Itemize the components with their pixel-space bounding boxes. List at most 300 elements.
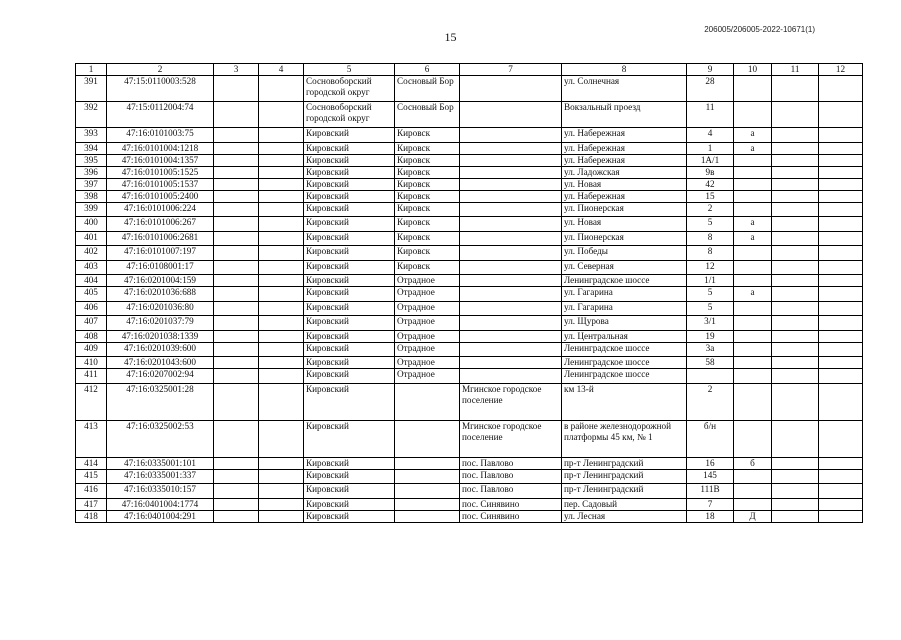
cadastral-number-cell: 47:16:0325002:53 <box>107 420 214 457</box>
district-cell: Кировский <box>304 246 395 261</box>
locality-cell <box>460 369 562 384</box>
col4-cell <box>259 301 304 316</box>
house-number-cell: 15 <box>687 190 734 202</box>
col11-cell <box>772 330 819 342</box>
col3-cell <box>214 231 259 246</box>
locality-cell <box>460 142 562 154</box>
street-cell: пр-т Ленинградский <box>562 484 687 499</box>
table-row <box>76 154 863 166</box>
col4-cell <box>259 342 304 357</box>
col12-cell <box>819 469 863 484</box>
col12-cell <box>819 357 863 369</box>
table-row <box>76 202 863 217</box>
corpus-cell <box>734 275 772 287</box>
district-cell: Кировский <box>304 316 395 331</box>
col12-cell <box>819 420 863 457</box>
col4-cell <box>259 316 304 331</box>
locality-cell <box>460 231 562 246</box>
col3-cell <box>214 166 259 178</box>
col4-cell <box>259 420 304 457</box>
col11-cell <box>772 316 819 331</box>
col12-cell <box>819 231 863 246</box>
locality-cell <box>460 190 562 202</box>
house-number-cell: 42 <box>687 178 734 190</box>
col12-cell <box>819 287 863 302</box>
col11-cell <box>772 217 819 232</box>
settlement-cell: Сосновый Бор <box>395 76 460 102</box>
corpus-cell <box>734 484 772 499</box>
col4-cell <box>259 275 304 287</box>
col12-cell <box>819 301 863 316</box>
col11-cell <box>772 166 819 178</box>
locality-cell <box>460 154 562 166</box>
col11-cell <box>772 457 819 469</box>
col4-cell <box>259 357 304 369</box>
street-cell: в районе железнодорожной платформы 45 км, № 1 <box>562 420 687 457</box>
col12-cell <box>819 342 863 357</box>
settlement-cell: Отрадное <box>395 357 460 369</box>
col12-cell <box>819 190 863 202</box>
col11-cell <box>772 178 819 190</box>
col11-cell <box>772 469 819 484</box>
cadastral-number-cell: 47:16:0201038:1339 <box>107 330 214 342</box>
house-number-cell: 145 <box>687 469 734 484</box>
col12-cell <box>819 128 863 143</box>
col3-cell <box>214 330 259 342</box>
district-cell: Кировский <box>304 383 395 420</box>
settlement-cell <box>395 469 460 484</box>
settlement-cell: Кировск <box>395 260 460 275</box>
house-number-cell: 5 <box>687 217 734 232</box>
house-number-cell: 28 <box>687 76 734 102</box>
col12-cell <box>819 383 863 420</box>
district-cell: Кировский <box>304 154 395 166</box>
header-row <box>76 64 863 76</box>
col11-cell <box>772 357 819 369</box>
corpus-cell: а <box>734 287 772 302</box>
cadastral-number-cell: 47:16:0101006:2681 <box>107 231 214 246</box>
header-cell: 11 <box>772 64 819 76</box>
header-cell: 9 <box>687 64 734 76</box>
col3-cell <box>214 202 259 217</box>
table-row <box>76 469 863 484</box>
district-cell: Сосновоборский городской округ <box>304 76 395 102</box>
col4-cell <box>259 260 304 275</box>
col3-cell <box>214 301 259 316</box>
settlement-cell: Отрадное <box>395 369 460 384</box>
table-row <box>76 330 863 342</box>
header-cell: 6 <box>395 64 460 76</box>
col3-cell <box>214 383 259 420</box>
house-number-cell: 5 <box>687 287 734 302</box>
col3-cell <box>214 260 259 275</box>
col11-cell <box>772 102 819 128</box>
corpus-cell <box>734 498 772 510</box>
col4-cell <box>259 102 304 128</box>
col4-cell <box>259 369 304 384</box>
cadastral-number-cell: 47:16:0101006:224 <box>107 202 214 217</box>
col12-cell <box>819 142 863 154</box>
row-number-cell: 405 <box>76 287 107 302</box>
corpus-cell: б <box>734 457 772 469</box>
house-number-cell: 18 <box>687 510 734 522</box>
settlement-cell: Кировск <box>395 246 460 261</box>
settlement-cell: Кировск <box>395 154 460 166</box>
col12-cell <box>819 275 863 287</box>
settlement-cell: Кировск <box>395 178 460 190</box>
locality-cell: пос. Синявино <box>460 498 562 510</box>
table-row <box>76 301 863 316</box>
col4-cell <box>259 154 304 166</box>
house-number-cell: 2 <box>687 383 734 420</box>
cadastral-number-cell: 47:16:0207002:94 <box>107 369 214 384</box>
locality-cell: пос. Павлово <box>460 484 562 499</box>
col12-cell <box>819 246 863 261</box>
corpus-cell <box>734 166 772 178</box>
locality-cell <box>460 217 562 232</box>
locality-cell: Мгинское городское поселение <box>460 383 562 420</box>
row-number-cell: 418 <box>76 510 107 522</box>
house-number-cell: 1/1 <box>687 275 734 287</box>
col4-cell <box>259 484 304 499</box>
row-number-cell: 407 <box>76 316 107 331</box>
col12-cell <box>819 202 863 217</box>
corpus-cell <box>734 330 772 342</box>
row-number-cell: 398 <box>76 190 107 202</box>
district-cell: Кировский <box>304 178 395 190</box>
col12-cell <box>819 102 863 128</box>
district-cell: Кировский <box>304 369 395 384</box>
locality-cell <box>460 246 562 261</box>
district-cell: Кировский <box>304 202 395 217</box>
col11-cell <box>772 76 819 102</box>
table-row <box>76 510 863 522</box>
settlement-cell: Отрадное <box>395 330 460 342</box>
locality-cell: пос. Синявино <box>460 510 562 522</box>
cadastral-number-cell: 47:15:0110003:528 <box>107 76 214 102</box>
settlement-cell: Отрадное <box>395 275 460 287</box>
row-number-cell: 403 <box>76 260 107 275</box>
settlement-cell <box>395 420 460 457</box>
district-cell: Кировский <box>304 190 395 202</box>
document-id: 206005/206005-2022-10671(1) <box>704 25 815 34</box>
cadastral-number-cell: 47:16:0201043:600 <box>107 357 214 369</box>
house-number-cell: 58 <box>687 357 734 369</box>
col3-cell <box>214 469 259 484</box>
col12-cell <box>819 260 863 275</box>
cadastral-number-cell: 47:16:0101005:1525 <box>107 166 214 178</box>
settlement-cell: Кировск <box>395 217 460 232</box>
table-row <box>76 420 863 457</box>
col3-cell <box>214 142 259 154</box>
house-number-cell <box>687 369 734 384</box>
col12-cell <box>819 316 863 331</box>
col12-cell <box>819 166 863 178</box>
col11-cell <box>772 484 819 499</box>
district-cell: Кировский <box>304 457 395 469</box>
street-cell: ул. Победы <box>562 246 687 261</box>
col12-cell <box>819 484 863 499</box>
district-cell: Кировский <box>304 142 395 154</box>
col3-cell <box>214 217 259 232</box>
header-cell: 7 <box>460 64 562 76</box>
house-number-cell: 111В <box>687 484 734 499</box>
corpus-cell <box>734 383 772 420</box>
district-cell: Кировский <box>304 342 395 357</box>
street-cell: пер. Садовый <box>562 498 687 510</box>
district-cell: Кировский <box>304 420 395 457</box>
district-cell: Кировский <box>304 128 395 143</box>
col4-cell <box>259 190 304 202</box>
col12-cell <box>819 498 863 510</box>
street-cell: Ленинградское шоссе <box>562 275 687 287</box>
col11-cell <box>772 202 819 217</box>
cadastral-number-cell: 47:16:0335001:101 <box>107 457 214 469</box>
row-number-cell: 396 <box>76 166 107 178</box>
col11-cell <box>772 190 819 202</box>
row-number-cell: 416 <box>76 484 107 499</box>
row-number-cell: 408 <box>76 330 107 342</box>
row-number-cell: 417 <box>76 498 107 510</box>
col3-cell <box>214 246 259 261</box>
header-cell: 1 <box>76 64 107 76</box>
cadastral-number-cell: 47:16:0201004:159 <box>107 275 214 287</box>
street-cell: ул. Набережная <box>562 190 687 202</box>
district-cell: Кировский <box>304 498 395 510</box>
locality-cell <box>460 128 562 143</box>
corpus-cell <box>734 178 772 190</box>
cadastral-number-cell: 47:16:0201039:600 <box>107 342 214 357</box>
col3-cell <box>214 316 259 331</box>
row-number-cell: 395 <box>76 154 107 166</box>
corpus-cell <box>734 301 772 316</box>
street-cell: Вокзальный проезд <box>562 102 687 128</box>
col3-cell <box>214 498 259 510</box>
table-row <box>76 246 863 261</box>
table-row <box>76 178 863 190</box>
table-row <box>76 369 863 384</box>
house-number-cell: 5 <box>687 301 734 316</box>
row-number-cell: 415 <box>76 469 107 484</box>
street-cell: ул. Набережная <box>562 142 687 154</box>
street-cell: ул. Щурова <box>562 316 687 331</box>
header-cell: 2 <box>107 64 214 76</box>
district-cell: Кировский <box>304 231 395 246</box>
house-number-cell: 19 <box>687 330 734 342</box>
cadastral-number-cell: 47:16:0101004:1218 <box>107 142 214 154</box>
house-number-cell: 16 <box>687 457 734 469</box>
locality-cell: Мгинское городское поселение <box>460 420 562 457</box>
row-number-cell: 411 <box>76 369 107 384</box>
cadastral-number-cell: 47:16:0201037:79 <box>107 316 214 331</box>
house-number-cell: 7 <box>687 498 734 510</box>
street-cell: км 13-й <box>562 383 687 420</box>
corpus-cell <box>734 342 772 357</box>
house-number-cell: 1 <box>687 142 734 154</box>
house-number-cell: 9в <box>687 166 734 178</box>
col3-cell <box>214 287 259 302</box>
cadastral-number-cell: 47:15:0112004:74 <box>107 102 214 128</box>
corpus-cell <box>734 246 772 261</box>
corpus-cell <box>734 420 772 457</box>
col11-cell <box>772 342 819 357</box>
row-number-cell: 406 <box>76 301 107 316</box>
table-row <box>76 457 863 469</box>
street-cell: пр-т Ленинградский <box>562 457 687 469</box>
street-cell: ул. Ладожская <box>562 166 687 178</box>
col4-cell <box>259 142 304 154</box>
corpus-cell <box>734 190 772 202</box>
locality-cell <box>460 275 562 287</box>
col11-cell <box>772 420 819 457</box>
street-cell: Ленинградское шоссе <box>562 342 687 357</box>
col4-cell <box>259 510 304 522</box>
header-cell: 3 <box>214 64 259 76</box>
district-cell: Кировский <box>304 275 395 287</box>
col4-cell <box>259 383 304 420</box>
col4-cell <box>259 217 304 232</box>
col11-cell <box>772 510 819 522</box>
street-cell: ул. Новая <box>562 178 687 190</box>
street-cell: пр-т Ленинградский <box>562 469 687 484</box>
cadastral-number-cell: 47:16:0101005:2400 <box>107 190 214 202</box>
col3-cell <box>214 76 259 102</box>
col4-cell <box>259 178 304 190</box>
locality-cell <box>460 287 562 302</box>
settlement-cell: Сосновый Бор <box>395 102 460 128</box>
locality-cell <box>460 330 562 342</box>
settlement-cell: Кировск <box>395 190 460 202</box>
table-row <box>76 498 863 510</box>
locality-cell: пос. Павлово <box>460 469 562 484</box>
street-cell: ул. Лесная <box>562 510 687 522</box>
cadastral-number-cell: 47:16:0201036:80 <box>107 301 214 316</box>
row-number-cell: 391 <box>76 76 107 102</box>
col11-cell <box>772 128 819 143</box>
col11-cell <box>772 301 819 316</box>
col11-cell <box>772 142 819 154</box>
col3-cell <box>214 154 259 166</box>
row-number-cell: 414 <box>76 457 107 469</box>
col3-cell <box>214 420 259 457</box>
settlement-cell <box>395 498 460 510</box>
street-cell: ул. Центральная <box>562 330 687 342</box>
cadastral-number-cell: 47:16:0401004:1774 <box>107 498 214 510</box>
col3-cell <box>214 510 259 522</box>
house-number-cell: 3а <box>687 342 734 357</box>
house-number-cell: 1А/1 <box>687 154 734 166</box>
col11-cell <box>772 383 819 420</box>
settlement-cell: Отрадное <box>395 301 460 316</box>
table-row <box>76 128 863 143</box>
row-number-cell: 402 <box>76 246 107 261</box>
settlement-cell <box>395 457 460 469</box>
house-number-cell: 2 <box>687 202 734 217</box>
table-row <box>76 231 863 246</box>
street-cell: ул. Набережная <box>562 128 687 143</box>
col3-cell <box>214 102 259 128</box>
corpus-cell <box>734 202 772 217</box>
table-row <box>76 342 863 357</box>
row-number-cell: 404 <box>76 275 107 287</box>
district-cell: Кировский <box>304 301 395 316</box>
row-number-cell: 413 <box>76 420 107 457</box>
col3-cell <box>214 369 259 384</box>
col3-cell <box>214 457 259 469</box>
house-number-cell: 11 <box>687 102 734 128</box>
cadastral-number-cell: 47:16:0108001:17 <box>107 260 214 275</box>
row-number-cell: 400 <box>76 217 107 232</box>
header-cell: 5 <box>304 64 395 76</box>
settlement-cell: Отрадное <box>395 342 460 357</box>
col3-cell <box>214 128 259 143</box>
col12-cell <box>819 330 863 342</box>
col4-cell <box>259 166 304 178</box>
district-cell: Кировский <box>304 357 395 369</box>
row-number-cell: 399 <box>76 202 107 217</box>
settlement-cell: Кировск <box>395 231 460 246</box>
street-cell: Ленинградское шоссе <box>562 369 687 384</box>
locality-cell: пос. Павлово <box>460 457 562 469</box>
cadastral-number-cell: 47:16:0101005:1537 <box>107 178 214 190</box>
cadastral-number-cell: 47:16:0101003:75 <box>107 128 214 143</box>
table-row <box>76 260 863 275</box>
col4-cell <box>259 202 304 217</box>
house-number-cell: 3/1 <box>687 316 734 331</box>
col3-cell <box>214 357 259 369</box>
corpus-cell <box>734 260 772 275</box>
row-number-cell: 397 <box>76 178 107 190</box>
corpus-cell: а <box>734 128 772 143</box>
locality-cell <box>460 357 562 369</box>
locality-cell <box>460 260 562 275</box>
district-cell: Кировский <box>304 484 395 499</box>
corpus-cell <box>734 154 772 166</box>
house-number-cell: 4 <box>687 128 734 143</box>
corpus-cell: а <box>734 231 772 246</box>
col4-cell <box>259 469 304 484</box>
district-cell: Сосновоборский городской округ <box>304 102 395 128</box>
locality-cell <box>460 178 562 190</box>
table-row <box>76 166 863 178</box>
settlement-cell <box>395 484 460 499</box>
district-cell: Кировский <box>304 469 395 484</box>
cadastral-number-cell: 47:16:0101006:267 <box>107 217 214 232</box>
col11-cell <box>772 154 819 166</box>
col3-cell <box>214 484 259 499</box>
row-number-cell: 392 <box>76 102 107 128</box>
col11-cell <box>772 287 819 302</box>
settlement-cell: Отрадное <box>395 287 460 302</box>
col11-cell <box>772 275 819 287</box>
table-body <box>76 76 863 523</box>
corpus-cell <box>734 102 772 128</box>
corpus-cell: а <box>734 217 772 232</box>
cadastral-number-cell: 47:16:0335001:337 <box>107 469 214 484</box>
col4-cell <box>259 287 304 302</box>
table-row <box>76 190 863 202</box>
table-row <box>76 316 863 331</box>
page-number: 15 <box>444 30 457 44</box>
col3-cell <box>214 342 259 357</box>
street-cell: ул. Новая <box>562 217 687 232</box>
table-row <box>76 357 863 369</box>
street-cell: ул. Гагарина <box>562 301 687 316</box>
house-number-cell: 8 <box>687 246 734 261</box>
col4-cell <box>259 128 304 143</box>
locality-cell <box>460 301 562 316</box>
district-cell: Кировский <box>304 260 395 275</box>
